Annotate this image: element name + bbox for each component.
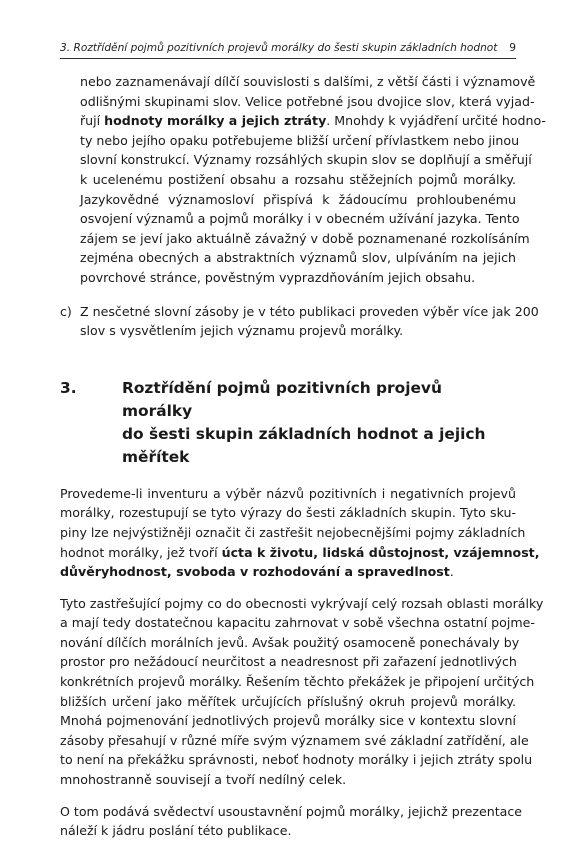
section-heading bbox=[60, 377, 516, 469]
text-line: Z nesčetné slovní zásoby je v této publikaci proveden výběr více jak 200 bbox=[80, 303, 539, 319]
continued-paragraph bbox=[60, 72, 546, 288]
text-line bbox=[60, 543, 540, 563]
text-line: morálky, rozestupují se tyto výrazy do šesti základních skupin. Tyto sku- bbox=[60, 505, 516, 521]
section-title-line: Roztřídění pojmů pozitivních projevů morálky bbox=[122, 378, 442, 420]
page-number: 9 bbox=[509, 42, 516, 54]
paragraph bbox=[60, 484, 540, 582]
page-content bbox=[60, 72, 546, 841]
text-span: . Mnohdy k vyjádření určité hodno- bbox=[326, 113, 546, 129]
text-line: náleží k jádru poslání této publikace. bbox=[60, 823, 292, 839]
text-span: hodnot morálky, jež tvoří bbox=[60, 544, 222, 560]
text-span: . bbox=[449, 564, 454, 580]
text-line bbox=[80, 111, 546, 131]
text-line: osvojení významů a pojmů morálky i v obecném užívání jazyka. Tento bbox=[80, 211, 520, 227]
section-number: 3. bbox=[60, 378, 77, 397]
text-line: bližších určení jako měřítek určujících příslušný okruh projevů morálky. bbox=[60, 693, 516, 709]
text-line: odlišnými skupinami slov. Velice potřebné jsou dvojice slov, která vyjad- bbox=[80, 93, 535, 109]
text-line: zejména obecných a abstraktních významů slov, ulpíváním na jejich bbox=[80, 250, 516, 266]
text-line: slovní konstrukcí. Významy rozsáhlých skupin slov se doplňují a směřují bbox=[80, 152, 532, 168]
text-line: ty nebo jejího opaku potřebujeme bližší určení přívlastkem nebo jinou bbox=[80, 132, 520, 148]
list-marker: c) bbox=[60, 303, 72, 319]
text-line: mnohostranně souvisejí a tvoří nedílný celek. bbox=[60, 772, 347, 788]
text-line: prostor pro nežádoucí neurčitost a neadresnost při zařazení jednotlivých bbox=[60, 654, 517, 670]
text-line: konkrétních projevů morálky. Řešením těchto překážek je připojení určitých bbox=[60, 674, 535, 690]
section-title-line: do šesti skupin základních hodnot a jejich měřítek bbox=[122, 424, 486, 466]
text-line: Provedeme-li inventuru a výběr názvů pozitivních i negativních projevů bbox=[60, 485, 516, 501]
text-line: to není na překážku správnosti, neboť hodnoty morálky i jejich ztráty spolu bbox=[60, 752, 533, 768]
text-line: slov s vysvětlením jejich významu projevů morálky. bbox=[80, 323, 404, 339]
text-line: povrchové stránce, pověstným vyprazdňováním jejich obsahu. bbox=[80, 269, 476, 285]
running-header bbox=[60, 42, 516, 59]
text-line: O tom podává svědectví usoustavnění pojmů morálky, jejichž prezentace bbox=[60, 803, 523, 819]
bold-term: hodnoty morálky a jejich ztráty bbox=[104, 113, 327, 129]
text-line: k ucelenému postižení obsahu a rozsahu stěžejních pojmů morálky. bbox=[80, 171, 516, 187]
text-line: nování dílčích morálních jevů. Avšak použitý osamoceně ponechávaly by bbox=[60, 634, 520, 650]
bold-term: úcta k životu, lidská důstojnost, vzájemnost, bbox=[221, 544, 540, 560]
text-line: a mají tedy dostatečnou kapacitu zahrnovat v sobě všechna ostatní pojme- bbox=[60, 615, 535, 631]
text-line: Mnohá pojmenování jednotlivých projevů morálky sice v kontextu slovní bbox=[60, 713, 516, 729]
text-line bbox=[60, 562, 516, 582]
text-line: Tyto zastřešující pojmy co do obecnosti vykrývají celý rozsah oblasti morálky bbox=[60, 595, 544, 611]
text-line: piny lze nejvýstižněji označit či zastřešit nejobecnějšími pojmy základních bbox=[60, 524, 526, 540]
list-item-c bbox=[60, 302, 539, 341]
running-header-title: 3. Roztřídění pojmů pozitivních projevů morálky do šesti skupin základních hodnot bbox=[60, 42, 498, 54]
text-line: nebo zaznamenávají dílčí souvislosti s dalšími, z větší části i významově bbox=[80, 74, 536, 89]
paragraph bbox=[60, 802, 523, 841]
paragraph bbox=[60, 594, 544, 790]
text-span: řují bbox=[80, 113, 105, 129]
bold-term: důvěryhodnost, svoboda v rozhodování a spravedlnost bbox=[60, 564, 450, 580]
text-line: zájem se jeví jako aktuálně závažný v době poznamenané rozkolísáním bbox=[80, 230, 530, 246]
text-line: Jazykovědné významosloví přispívá k žádoucímu prohloubenému bbox=[80, 191, 516, 207]
text-line: zásoby přesahují v různé míře svým významem své základní zatřídění, ale bbox=[60, 732, 529, 748]
